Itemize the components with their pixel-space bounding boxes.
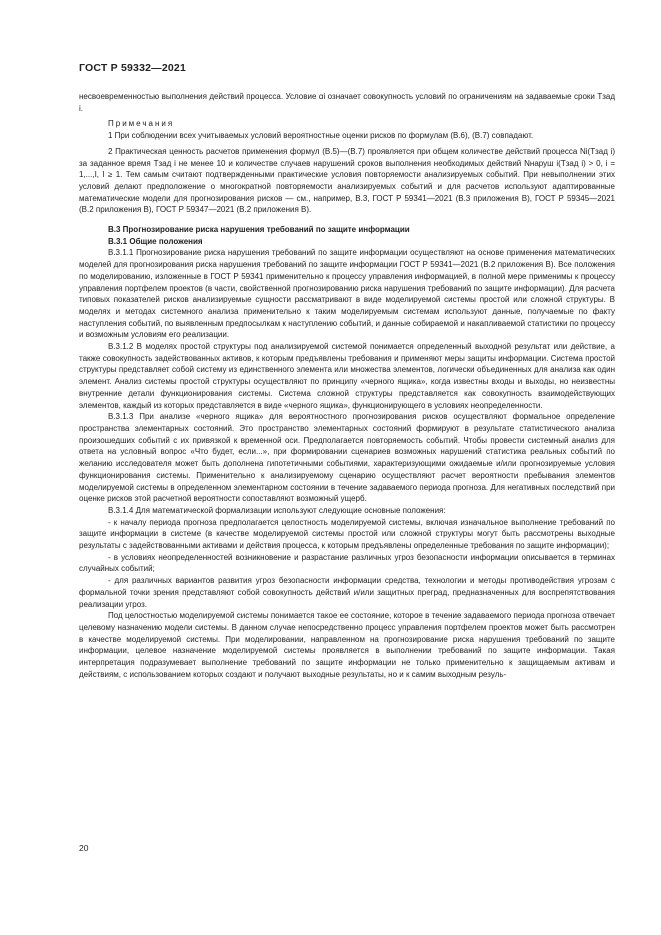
subsection-heading: В.3.1 Общие положения	[108, 236, 203, 246]
spacer	[79, 216, 615, 224]
clause-b312: В.3.1.2 В моделях простой структуры под анализируемой системой понимается определенный выходной результат или действие, а также совокупность задействованных активов, к которым предъявлены требования и применяют меры защиты информации. Система простой структуры представляет собой систему из единственного элемента или множества элементов, логически объединенных для анализа как один элемент. Анализ системы простой структуры осуществляют по принципу «черного ящика», когда известны входы и выходы, но неизвестны внутренние детали функционирования системы. Система сложной структуры представляется как совокупность взаимодействующих элементов, каждый из которых представляется в виде «черного ящика», функционирующего в условиях неопределенности.	[79, 342, 615, 410]
note-2: 2 Практическая ценность расчетов применения формул (В.5)—(В.7) проявляется при общем количестве действий процесса Ni(Tзад i) за заданное время Tзад i не менее 10 и количестве случаев нарушений сроков выполнения необходимых действий Nнаруш i(Tзад i) > 0, i = 1,...,I, I ≥ 1. Тем самым считают подтвержденными практические условия повторяемости анализируемых событий. При невыполнении этих условий делают предположение о многократной повторяемости анализируемых событий и для расчетов используют адаптированные математические модели для прогнозирования рисков — см., например, В.3, ГОСТ Р 59341—2021 (В.3 приложения В), ГОСТ Р 59345—2021 (В.2 приложения В), ГОСТ Р 59347—2021 (В.2 приложения В).	[79, 146, 615, 215]
list-item: - в условиях неопределенностей возникновение и разрастание различных угроз безопасности информации описывается в терминах случайных событий;	[79, 552, 615, 574]
clause-b311: В.3.1.1 Прогнозирование риска нарушения требований по защите информации осуществляют на основе применения математических моделей для прогнозирования риска нарушения требований по защите информации ГОСТ Р 59341—2021 (В.2 приложения В). Все положения по моделированию, изложенные в ГОСТ Р 59341 применительно к процессу управления информацией, в полной мере применимы к процессу управления портфелем проектов (в части, свойственной прогнозированию риска нарушения требований по защите информации). Для расчета типовых показателей рисков анализируемые сущности рассматривают в виде моделируемой системы простой или сложной структуры. В моделях и методах системного анализа применительно к таким моделируемым системам используют данные, получаемые по факту наступления событий, по выявленным предпосылкам к наступлению событий, и данные собираемой и накапливаемой статистики по процессу и возможным условиям его реализации.	[79, 248, 615, 340]
clause-b313: В.3.1.3 При анализе «черного ящика» для вероятностного прогнозирования рисков осуществляют формальное определение пространства элементарных состояний. Это пространство элементарных состояний формируют в результате статистического анализа произошедших событий с их привязкой к временной оси. Предполагается повторяемость событий. Чтобы провести системный анализ для ответа на условный вопрос «Что будет, если...», при формировании сценариев возможных нарушений статистика реальных событий по желанию исследователя может быть дополнена гипотетичными событиями, характеризующими ожидаемые и/или прогнозируемые условия функционирования системы. Применительно к анализируемому сценарию осуществляют расчет вероятности пребывания элементов моделируемой системы в определенном элементарном состоянии в течение задаваемого периода прогноза. Для негативных последствий при оценке рисков этой расчетной вероятности сопоставляют возможный ущерб.	[79, 412, 615, 504]
section-heading: В.3 Прогнозирование риска нарушения требований по защите информации	[108, 225, 410, 235]
notes-title: Примечания	[108, 119, 175, 129]
page-header-doc-id: ГОСТ Р 59332—2021	[79, 62, 187, 74]
list-item: - к началу периода прогноза предполагается целостность моделируемой системы, включая изначальное выполнение требований по защите информации в системе (в качестве моделируемой системы простой или сложной структуры могут быть рассмотрены выходные результаты с задействованными активами и действия процесса, к которым предъявлены определенные требования по защите информации);	[79, 517, 615, 551]
clause-b314: В.3.1.4 Для математической формализации используют следующие основные положения:	[108, 505, 446, 515]
paragraph: Под целостностью моделируемой системы понимается такое ее состояние, которое в течение задаваемого периода прогноза отвечает целевому назначению модели системы. В данном случае непосредственно процесс управления портфелем проектов может быть рассмотрен в качестве моделируемой системы. При моделировании, направленном на прогнозирование риска нарушения требований по защите информации, целевое назначение моделируемой системы проявляется в выполнении требований по защите информации. Такая интерпретация подразумевает выполнение требований по защите информации не только применительно к защищаемым активам и действиям, с использованием которых создают и получают выходные результаты, но и к самим выходным резуль-	[79, 611, 615, 679]
list-item: - для различных вариантов развития угроз безопасности информации средства, технологии и методы противодействия угрозам с формальной точки зрения представляют собой совокупность действий и/или защитных преград, предназначенных для воспрепятствования реализации угроз.	[79, 576, 615, 609]
note-1: 1 При соблюдении всех учитываемых условий вероятностные оценки рисков по формулам (В.6), (В.7) совпадают.	[108, 131, 534, 141]
paragraph: несвоевременностью выполнения действий процесса. Условие αi означает совокупность условий по ограничениям на задаваемые сроки Tзад i.	[79, 92, 615, 113]
page-body	[79, 91, 615, 680]
page-number: 20	[79, 843, 89, 853]
